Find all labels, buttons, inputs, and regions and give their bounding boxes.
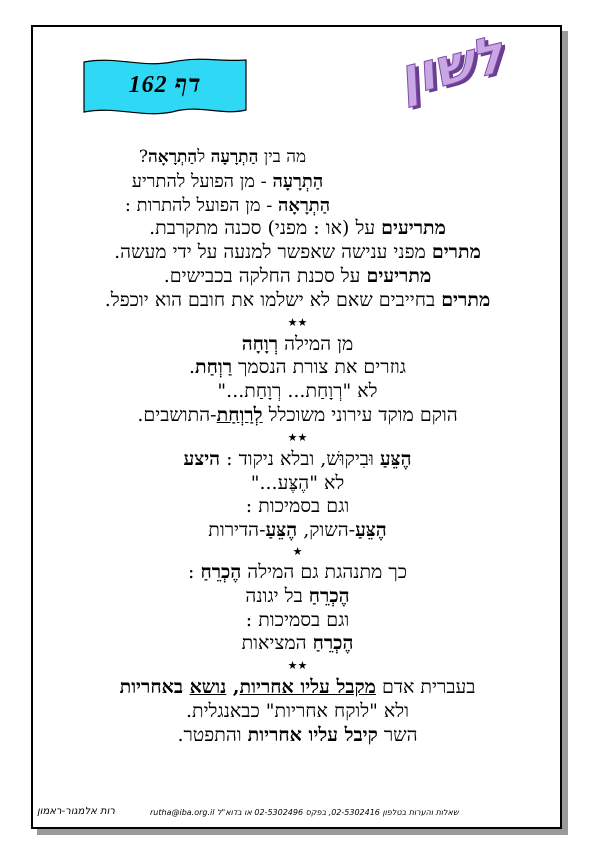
text-segment: וגם בסמיכות : (245, 495, 350, 518)
text-segment: ולא "לוקח אחריות" כבאנגלית. (185, 699, 410, 722)
text-line (40, 170, 555, 194)
text-line (40, 217, 555, 241)
article-body (40, 146, 555, 748)
title-wordart: לשון (392, 24, 510, 109)
text-line (40, 495, 555, 519)
author-signature: רות אלמגור-ראמון (37, 806, 115, 817)
text-line (40, 194, 555, 218)
separator-stars: ★ (292, 544, 303, 558)
text-line (40, 632, 555, 656)
text-segment: - מן הפועל להתרות : (124, 194, 279, 216)
emphasized-word: הֶכְרֵחַ (308, 584, 350, 607)
text-segment: ל (197, 147, 211, 167)
text-segment: וּבִיקוּשׁ, ובלא ניקוד : (220, 447, 380, 470)
emphasized-word: מתרים (431, 241, 481, 264)
emphasized-word: הֶכְרֵחַ (312, 632, 354, 655)
text-line (40, 561, 555, 585)
emphasized-word: הַתְרָאָה (278, 194, 331, 216)
emphasized-word: היצע (183, 447, 221, 470)
emphasized-word: הֶצֵּעַ (265, 519, 298, 542)
text-segment: -התושבים. (137, 403, 217, 426)
text-segment: כך מתנהגת גם המילה (241, 560, 407, 583)
emphasized-word: הַתְרָעָה (210, 147, 259, 167)
emphasized-word: מקבל עליו אחריות (239, 676, 376, 699)
text-line (40, 724, 555, 748)
text-line (40, 585, 555, 609)
emphasized-word: קיבל עליו אחריות (247, 723, 378, 746)
text-line (40, 519, 555, 543)
text-segment: . (188, 356, 195, 379)
separator-stars: ★★ (287, 659, 308, 673)
text-segment: מפני ענישה שאפשר למנעה על ידי מעשה. (114, 241, 432, 264)
separator-stars: ★★ (287, 430, 308, 444)
emphasized-word: לְרַוְחַת (216, 403, 263, 426)
text-line (40, 472, 555, 496)
separator-stars: ★★ (287, 315, 308, 329)
text-segment: - מן הפועל להתריע (131, 170, 273, 192)
text-segment: לא "הֶצֶּע..." (250, 471, 345, 494)
emphasized-word: הֶכְרֵחַ (200, 560, 242, 583)
text-segment: לא "רְוָחַת... רְוָחַת..." (217, 380, 378, 403)
text-segment: -השוק, (297, 519, 356, 542)
emphasized-word: הַתְרָאָה (148, 147, 198, 167)
text-segment: גוזרים את צורת הנסמך (232, 356, 407, 379)
text-segment: בחייבים שאם לא ישלמו את חובם הוא יוכפל. (104, 288, 442, 311)
page-number-banner (82, 56, 248, 118)
text-segment: בעברית אדם (375, 676, 476, 699)
text-segment: מן המילה (278, 332, 354, 355)
emphasized-word: הֶצֵּעַ (379, 447, 412, 470)
text-line (40, 380, 555, 404)
emphasized-word: מתריעים (381, 217, 446, 240)
emphasized-word: נושא (189, 676, 227, 699)
text-line (40, 404, 555, 428)
text-line (40, 241, 555, 265)
text-segment: על סכנת החלקה בכבישים. (163, 264, 367, 287)
text-line (40, 265, 555, 289)
text-segment: -הדירות (208, 519, 266, 542)
emphasized-word: , (226, 676, 240, 699)
text-segment: והתפטר. (177, 723, 248, 746)
text-line (40, 333, 555, 357)
emphasized-word: רַוְחַת (195, 356, 233, 379)
text-segment: בל יגונה (245, 584, 309, 607)
text-segment: הוקם מוקד עירוני משוכלל (262, 403, 458, 426)
text-line (40, 609, 555, 633)
emphasized-word: רְוָחָה (241, 332, 279, 355)
emphasized-word: הֶצֵּעַ (355, 519, 387, 542)
text-line (40, 356, 555, 380)
text-line (40, 448, 555, 472)
emphasized-word: מתרים (441, 288, 491, 311)
text-line (40, 289, 555, 313)
text-line (40, 700, 555, 724)
text-segment: וגם בסמיכות : (245, 608, 350, 631)
text-line (40, 676, 555, 700)
text-segment: המציאות (241, 632, 313, 655)
emphasized-word: באחריות (119, 676, 190, 699)
text-segment: השר (377, 723, 418, 746)
text-line (40, 146, 555, 170)
emphasized-word: מתריעים (366, 264, 432, 287)
text-segment: : (188, 560, 201, 583)
emphasized-word: הַתְרָעָה (272, 170, 324, 192)
text-segment: על (או : מפני) סכנה מתקרבת. (149, 217, 382, 240)
text-segment: מה בין (258, 147, 307, 167)
text-segment: ? (138, 147, 148, 167)
page-number-label: דף 162 (128, 72, 202, 98)
contact-footer: שאלות והערות בטלפון 02-5302416, בפקס 02-5302496 או בדוא"ל rutha@iba.org.il (150, 808, 459, 817)
